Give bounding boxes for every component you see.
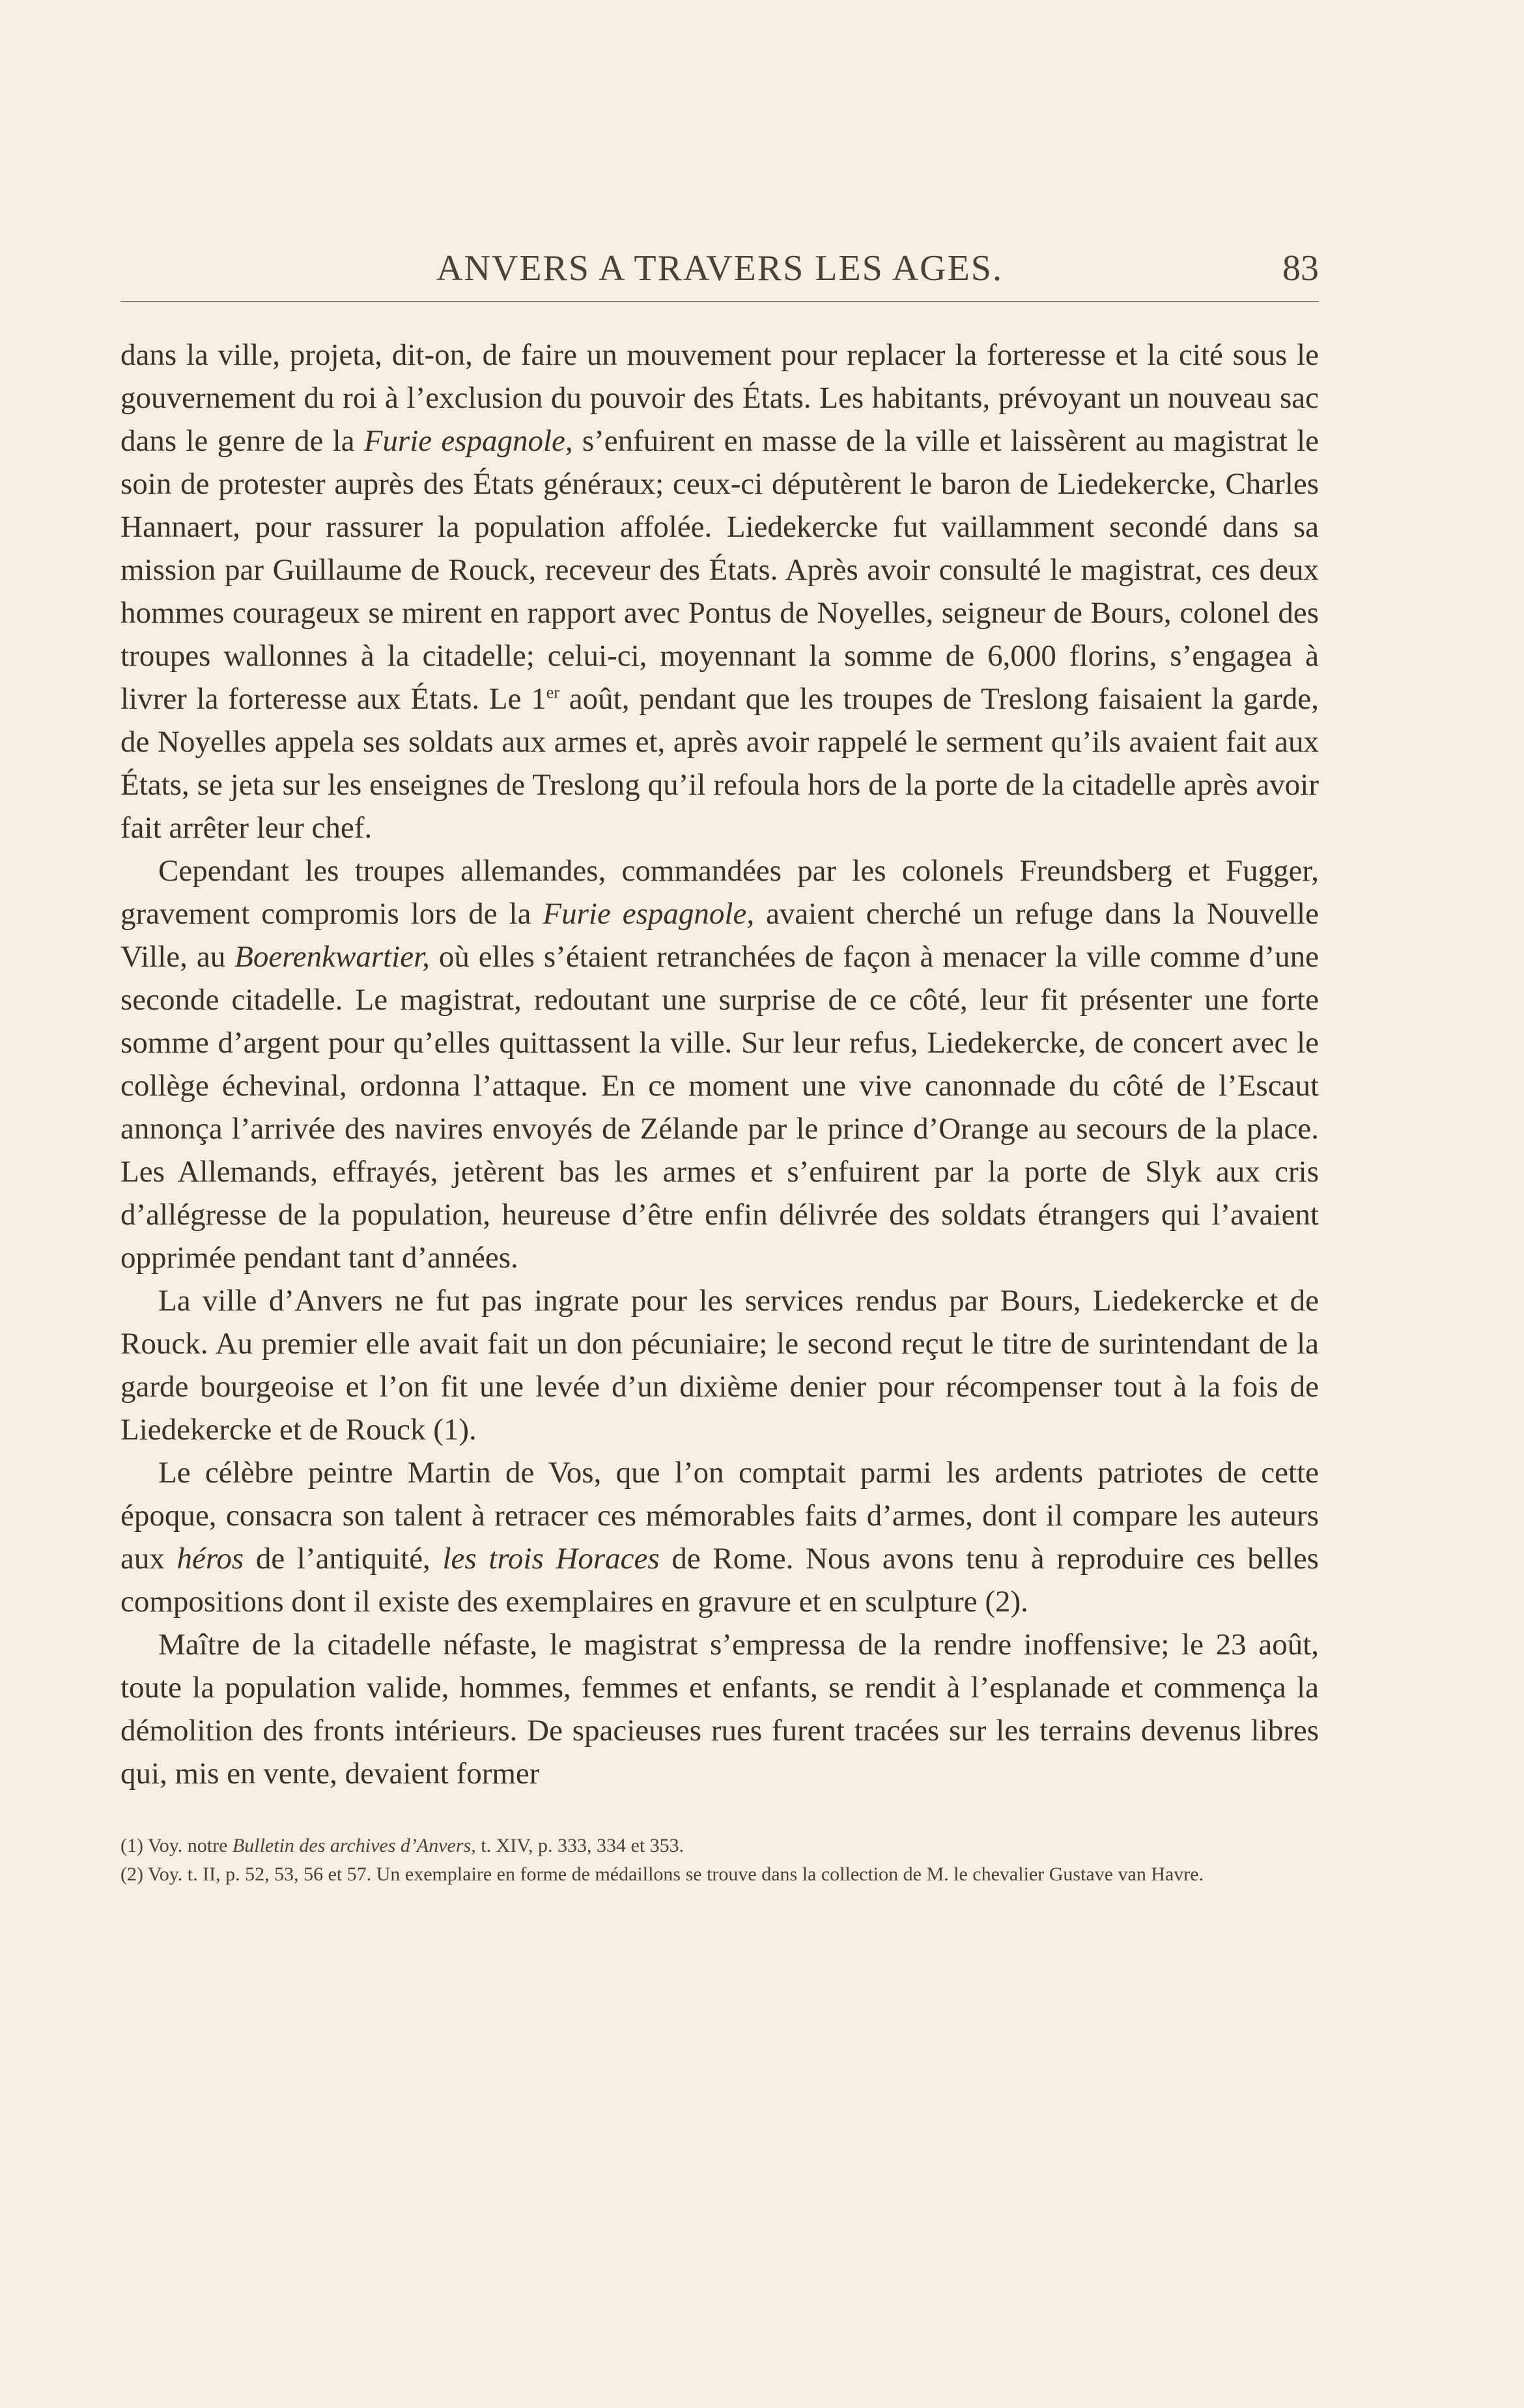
footnote-text: (2) Voy. t. II, p. 52, 53, 56 et 57. Un exemplaire en forme de médaillons se trouve dans la collection de M. le chevalier Gustave van Havre.	[120, 1863, 1204, 1885]
italic-title: Furie espagnole,	[363, 424, 573, 458]
paragraph-2	[120, 849, 1319, 1279]
paragraph-text: Le célèbre peintre Martin de Vos, que l’on comptait parmi les ardents patriotes de cette époque, consacra son talent à retracer ces mémorables faits d’armes, dont il compare les auteurs aux	[120, 1456, 1319, 1576]
footnote-1	[120, 1832, 1319, 1860]
paragraph-text: Cependant les troupes allemandes, commandées par les colonels Freundsberg et Fugger, gravement compromis lors de la	[120, 854, 1319, 931]
italic-phrase: les trois Horaces	[442, 1542, 660, 1576]
paragraph-text: où elles s’étaient retranchées de façon à menacer la ville comme d’une seconde citadelle. Le magistrat, redoutant une surprise de ce côté, leur fit présenter une forte somme d’argent pour qu’elles quittassent la ville. Sur leur refus, Liedekercke, de concert avec le collège échevinal, ordonna l’attaque. En ce moment une vive canonnade du côté de l’Escaut annonça l’arrivée des navires envoyés de Zélande par le prince d’Orange au secours de la place. Les Allemands, effrayés, jetèrent bas les armes et s’enfuirent par la porte de Slyk aux cris d’allégresse de la population, heureuse d’être enfin délivrée des soldats étrangers qui l’avaient opprimée pendant tant d’années.	[120, 940, 1319, 1275]
italic-word: héros	[176, 1542, 244, 1576]
italic-place-name: Boerenkwartier,	[234, 940, 430, 974]
footnote-text: (1) Voy. notre	[120, 1835, 233, 1856]
paragraph-text: avaient cherché un refuge dans la Nouvelle Ville, au	[120, 897, 1319, 974]
paragraph-text: Maître de la citadelle néfaste, le magistrat s’empressa de la rendre inoffensive; le 23 août, toute la population valide, hommes, femmes et enfants, se rendit à l’esplanade et commença la démolition des fronts intérieurs. De spacieuses rues furent tracées sur les terrains devenus libres qui, mis en vente, devaient former	[120, 1628, 1319, 1791]
book-page	[120, 248, 1319, 1889]
paragraph-1	[120, 333, 1319, 849]
footnote-text: t. XIV, p. 333, 334 et 353.	[475, 1835, 684, 1856]
paragraph-text: août, pendant que les troupes de Treslong faisaient la garde, de Noyelles appela ses soldats aux armes et, après avoir rappelé le serment qu’ils avaient fait aux États, se jeta sur les enseignes de Treslong qu’il refoula hors de la porte de la citadelle après avoir fait arrêter leur chef.	[120, 682, 1319, 845]
paragraph-text: La ville d’Anvers ne fut pas ingrate pour les services rendus par Bours, Liedekercke et de Rouck. Au premier elle avait fait un don pécuniaire; le second reçut le titre de surintendant de la garde bourgeoise et l’on fit une levée d’un dixième denier pour récompenser tout à la fois de Liedekercke et de Rouck (1).	[120, 1284, 1319, 1447]
footnotes	[120, 1832, 1319, 1889]
paragraph-text: de l’antiquité,	[244, 1542, 443, 1576]
paragraph-5	[120, 1623, 1319, 1795]
italic-title: Furie espagnole,	[543, 897, 755, 931]
page-number: 83	[1282, 248, 1319, 289]
ordinal-superscript: er	[546, 683, 559, 702]
paragraph-text: dans la ville, projeta, dit-on, de faire un mouvement pour replacer la forteresse et la cité sous le gouvernement du roi à l’exclusion du pouvoir des États. Les habitants, prévoyant un nouveau sac dans le genre de la	[120, 338, 1319, 458]
running-header	[120, 248, 1319, 302]
footnote-2	[120, 1860, 1319, 1889]
paragraph-3	[120, 1279, 1319, 1451]
paragraph-text: de Rome. Nous avons tenu à reproduire ces belles compositions dont il existe des exemplaires en gravure et en sculpture (2).	[120, 1542, 1319, 1619]
footnote-italic-title: Bulletin des archives d’Anvers,	[232, 1835, 476, 1856]
paragraph-text: s’enfuirent en masse de la ville et laissèrent au magistrat le soin de protester auprès des États généraux; ceux-ci députèrent le baron de Liedekercke, Charles Hannaert, pour rassurer la population affolée. Liedekercke fut vaillamment secondé dans sa mission par Guillaume de Rouck, receveur des États. Après avoir consulté le magistrat, ces deux hommes courageux se mirent en rapport avec Pontus de Noyelles, seigneur de Bours, colonel des troupes wallonnes à la citadelle; celui-ci, moyennant la somme de 6,000 florins, s’engagea à livrer la forteresse aux États. Le 1	[120, 424, 1319, 716]
main-text	[120, 333, 1319, 1795]
running-title: ANVERS A TRAVERS LES AGES.	[436, 248, 1003, 289]
paragraph-4	[120, 1451, 1319, 1623]
